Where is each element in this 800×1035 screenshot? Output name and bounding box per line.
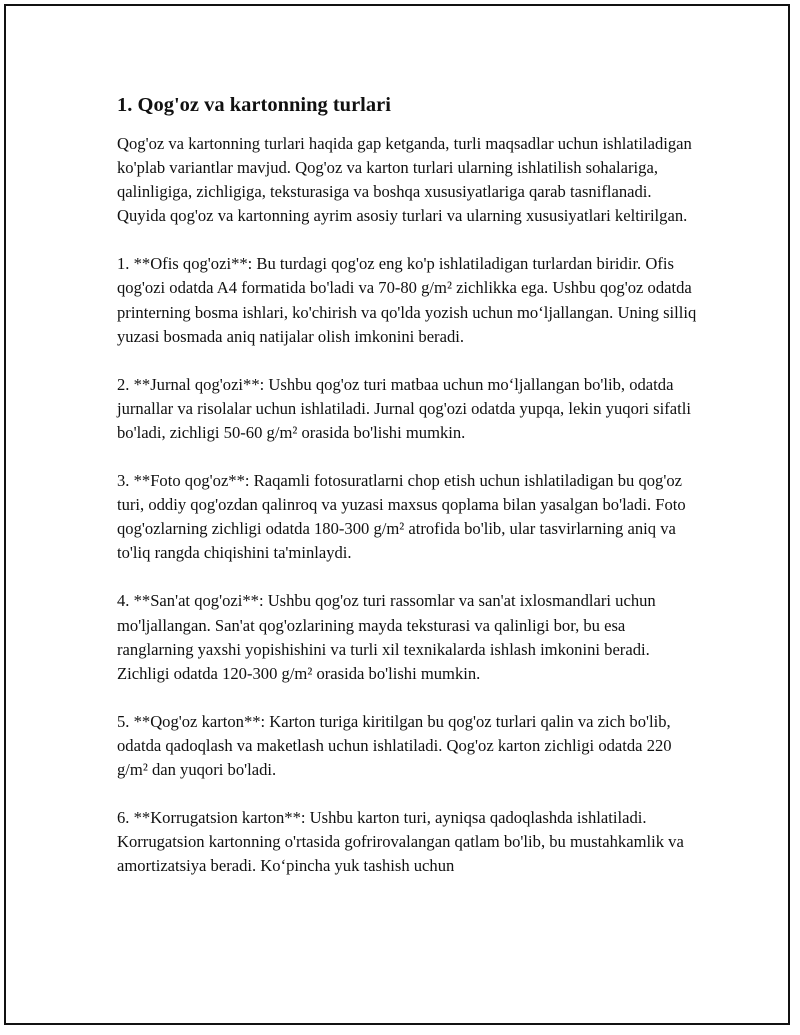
section-title: 1. Qog'oz va kartonning turlari bbox=[117, 94, 391, 116]
paragraph-corrugated-carton: 6. **Korrugatsion karton**: Ushbu karton turi, ayniqsa qadoqlashda ishlatiladi. Korrugatsion kartonning o'rtasida gofrirovalangan qatlam bo'lib, bu mustahkamlik va amortizatsiya beradi. Ko‘pincha yuk tashish uchun bbox=[117, 808, 684, 876]
paragraph-art-paper: 4. **San'at qog'ozi**: Ushbu qog'oz turi rassomlar va san'at ixlosmandlari uchun mo'ljallangan. San'at qog'ozlarining mayda teksturasi va qalinligi bor, bu esa ranglarning yaxshi yopishishini va turli xil texnikalarda ishlash imkonini beradi. Zichligi odatda 120-300 g/m² orasida bo'lishi mumkin. bbox=[117, 591, 656, 683]
paragraph-office-paper: 1. **Ofis qog'ozi**: Bu turdagi qog'oz eng ko'p ishlatiladigan turlardan biridir. Ofis qog'ozi odatda A4 formatida bo'ladi va 70-80 g/m² zichlikka ega. Ushbu qog'oz odatda printerning bosma ishlari, ko'chirish va qo'lda yozish uchun mo‘ljallangan. Uning silliq yuzasi bosmada aniq natijalar olish imkonini beradi. bbox=[117, 254, 697, 346]
document-body bbox=[117, 92, 697, 902]
paragraph-photo-paper: 3. **Foto qog'oz**: Raqamli fotosuratlarni chop etish uchun ishlatiladigan bu qog'oz turi, oddiy qog'ozdan qalinroq va yuzasi maxsus qoplama bilan yasalgan bo'ladi. Foto qog'ozlarning zichligi odatda 180-300 g/m² atrofida bo'lib, ular tasvirlarning aniq va to'liq rangda chiqishini ta'minlaydi. bbox=[117, 471, 686, 563]
paragraph-journal-paper: 2. **Jurnal qog'ozi**: Ushbu qog'oz turi matbaa uchun mo‘ljallangan bo'lib, odatda jurnallar va risolalar uchun ishlatiladi. Jurnal qog'ozi odatda yupqa, lekin yuqori sifatli bo'ladi, zichligi 50-60 g/m² orasida bo'lishi mumkin. bbox=[117, 374, 691, 442]
intro-paragraph: Qog'oz va kartonning turlari haqida gap ketganda, turli maqsadlar uchun ishlatiladigan ko'plab variantlar mavjud. Qog'oz va karton turlari ularning ishlatilish sohalariga, qalinligiga, zichligiga, teksturasiga va boshqa xususiyatlariga qarab tasniflanadi. Quyida qog'oz va kartonning ayrim asosiy turlari va ularning xususiyatlari keltirilgan. bbox=[117, 134, 692, 226]
paragraph-paper-carton: 5. **Qog'oz karton**: Karton turiga kiritilgan bu qog'oz turlari qalin va zich bo'lib, odatda qadoqlash va maketlash uchun ishlatiladi. Qog'oz karton zichligi odatda 220 g/m² dan yuqori bo'ladi. bbox=[117, 711, 672, 779]
